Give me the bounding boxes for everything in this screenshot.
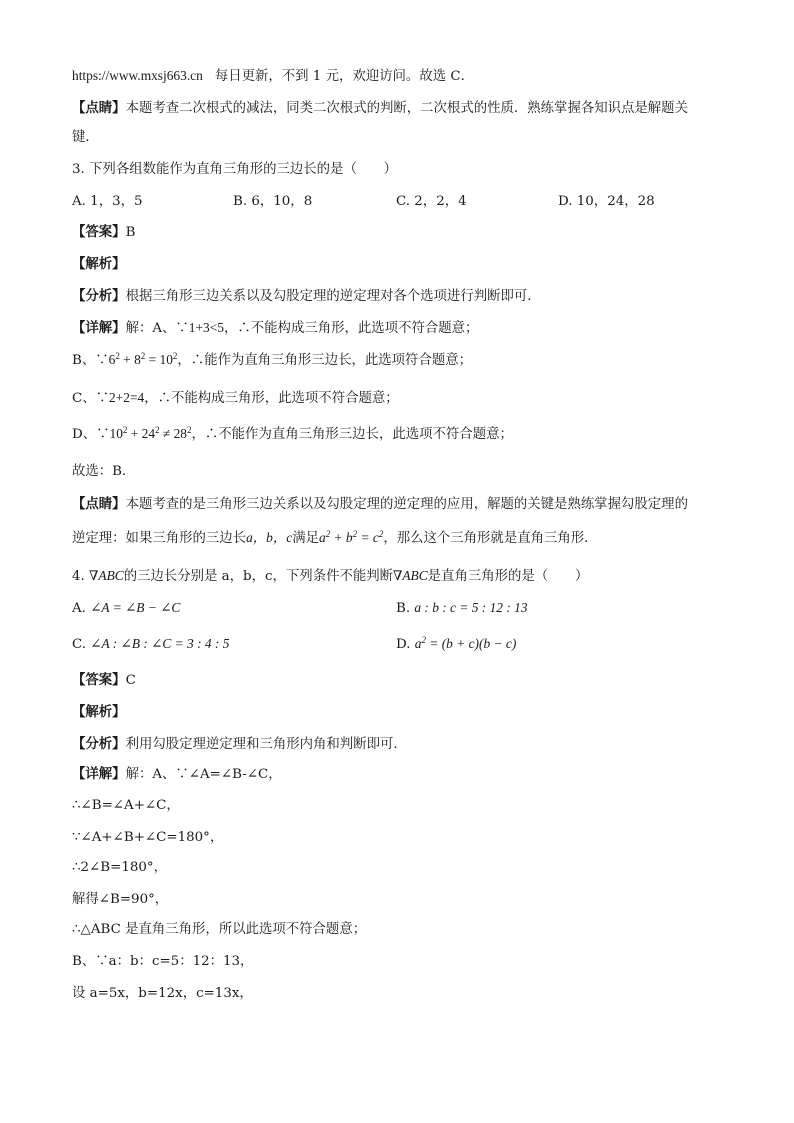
q4-analysis-heading bbox=[72, 702, 126, 723]
option-expression: a : b : c = 5 : 12 : 13 bbox=[414, 600, 528, 615]
comment-text: 满足 bbox=[292, 531, 319, 546]
q4-option-a bbox=[72, 598, 180, 619]
detail-label: 【详解】 bbox=[72, 766, 126, 782]
detail-text: C、∵ bbox=[72, 391, 110, 406]
q4-detail-8: 设 a=5x，b=12x，c=13x， bbox=[72, 986, 253, 1001]
q3-fenxi bbox=[72, 286, 541, 307]
math-expression: $6^2 + 8^2 = 10^2$ bbox=[108, 351, 178, 367]
detail-text: 解：A、∵ bbox=[125, 321, 189, 336]
math-expression: 1+3<5 bbox=[188, 320, 224, 335]
math-expression: $a^2 + b^2 = c^2$ bbox=[318, 529, 384, 545]
analysis-label: 【解析】 bbox=[72, 704, 126, 720]
q4-answer bbox=[72, 670, 136, 691]
answer-label: 【答案】 bbox=[72, 672, 126, 688]
q3-detail-c bbox=[72, 388, 399, 409]
analysis-label: 【解析】 bbox=[72, 256, 126, 272]
header-line bbox=[72, 66, 474, 87]
option-expression: = (b + c)(b − c) bbox=[429, 636, 517, 651]
option-expression: $a^2$ bbox=[414, 635, 426, 651]
triangle-symbol: ∇ABC bbox=[393, 568, 428, 583]
q3-detail-d bbox=[72, 424, 513, 445]
stem-text: 的三边长分别是 a，b，c，下列条件不能判断 bbox=[123, 569, 394, 584]
q4-fenxi bbox=[72, 734, 407, 755]
option-expression: ∠A : ∠B : ∠C = 3 : 4 : 5 bbox=[90, 636, 230, 651]
fenxi-text: 利用勾股定理逆定理和三角形内角和判断即可． bbox=[125, 737, 407, 752]
answer-value: C bbox=[125, 673, 136, 688]
q4-option-d bbox=[396, 634, 516, 655]
option-label: A. bbox=[72, 601, 91, 616]
q3-detail-b bbox=[72, 350, 472, 371]
q3-option-a: A. 1，3，5 bbox=[72, 194, 143, 209]
answer-label: 【答案】 bbox=[72, 224, 126, 240]
detail-label: 【详解】 bbox=[72, 320, 126, 336]
stem-text: 是直角三角形的是（ ） bbox=[427, 569, 589, 584]
answer-value: B bbox=[125, 225, 136, 240]
q3-option-d: D. 10，24，28 bbox=[558, 194, 655, 209]
q3-detail-a bbox=[72, 318, 478, 339]
q4-detail-7: B、∵a：b：c=5：12：13， bbox=[72, 954, 254, 969]
fenxi-label: 【分析】 bbox=[72, 288, 126, 304]
comment-text: 本题考查的是三角形三边关系以及勾股定理的逆定理的应用，解题的关键是熟练掌握勾股定理的 bbox=[125, 497, 688, 512]
q4-option-b bbox=[396, 598, 528, 619]
q3-conclusion: 故选：B． bbox=[72, 464, 136, 479]
source-url[interactable]: https://www.mxsj663.cn bbox=[72, 68, 203, 83]
q4-stem bbox=[72, 566, 588, 587]
q2-comment-line1 bbox=[72, 98, 688, 119]
detail-text: ，∴不能作为直角三角形三边长，此选项不符合题意； bbox=[191, 427, 513, 442]
q3-comment-line1 bbox=[72, 494, 688, 515]
comment-text: ，那么这个三角形就是直角三角形． bbox=[383, 531, 598, 546]
detail-text: 解：A、∵∠A=∠B-∠C， bbox=[125, 767, 282, 782]
comment-label: 【点睛】 bbox=[72, 100, 126, 116]
math-expression: 2+2=4 bbox=[109, 390, 145, 405]
comment-text: 本题考查二次根式的减法，同类二次根式的判断，二次根式的性质．熟练掌握各知识点是解题关 bbox=[125, 101, 688, 116]
q3-analysis-heading bbox=[72, 254, 126, 275]
detail-text: B、∵ bbox=[72, 353, 109, 368]
option-label: C. bbox=[72, 637, 91, 652]
fenxi-label: 【分析】 bbox=[72, 736, 126, 752]
comment-text-cont: 键． bbox=[72, 130, 99, 145]
q4-detail-1 bbox=[72, 764, 282, 785]
q3-answer bbox=[72, 222, 135, 243]
q4-option-c bbox=[72, 634, 229, 655]
header-text: 每日更新，不到 1 元，欢迎访问。故选 C． bbox=[214, 69, 474, 84]
q4-detail-6: ∴△ABC 是直角三角形，所以此选项不符合题意； bbox=[72, 922, 367, 937]
q3-option-c: C. 2，2，4 bbox=[396, 194, 467, 209]
math-expression: $10^2 + 24^2 \ne 28^2$ bbox=[109, 425, 192, 441]
option-label: B. bbox=[396, 601, 415, 616]
q3-comment-line2 bbox=[72, 528, 598, 549]
detail-text: ，∴能作为直角三角形三边长，此选项符合题意； bbox=[177, 353, 473, 368]
detail-text: D、∵ bbox=[72, 427, 110, 442]
q3-option-b: B. 6，10，8 bbox=[233, 194, 313, 209]
comment-label: 【点睛】 bbox=[72, 496, 126, 512]
stem-text: 4. bbox=[72, 569, 90, 584]
option-expression: ∠A = ∠B − ∠C bbox=[90, 600, 181, 615]
comment-text: 逆定理：如果三角形的三边长 bbox=[72, 531, 247, 546]
q4-detail-2: ∴∠B=∠A+∠C， bbox=[72, 798, 180, 813]
q4-detail-3: ∵∠A+∠B+∠C=180°， bbox=[72, 830, 224, 845]
math-variables: a，b，c bbox=[246, 530, 293, 545]
fenxi-text: 根据三角形三边关系以及勾股定理的逆定理对各个选项进行判断即可． bbox=[125, 289, 541, 304]
q3-stem: 3. 下列各组数能作为直角三角形的三边长的是（ ） bbox=[72, 162, 398, 177]
triangle-symbol: ∇ABC bbox=[89, 568, 124, 583]
q4-detail-4: ∴2∠B=180°， bbox=[72, 860, 167, 875]
q4-detail-5: 解得∠B=90°， bbox=[72, 892, 169, 907]
detail-text: ，∴不能构成三角形，此选项不符合题意； bbox=[224, 321, 479, 336]
q2-comment-line2 bbox=[72, 128, 99, 148]
detail-text: ，∴不能构成三角形，此选项不符合题意； bbox=[144, 391, 399, 406]
option-label: D. bbox=[396, 637, 415, 652]
